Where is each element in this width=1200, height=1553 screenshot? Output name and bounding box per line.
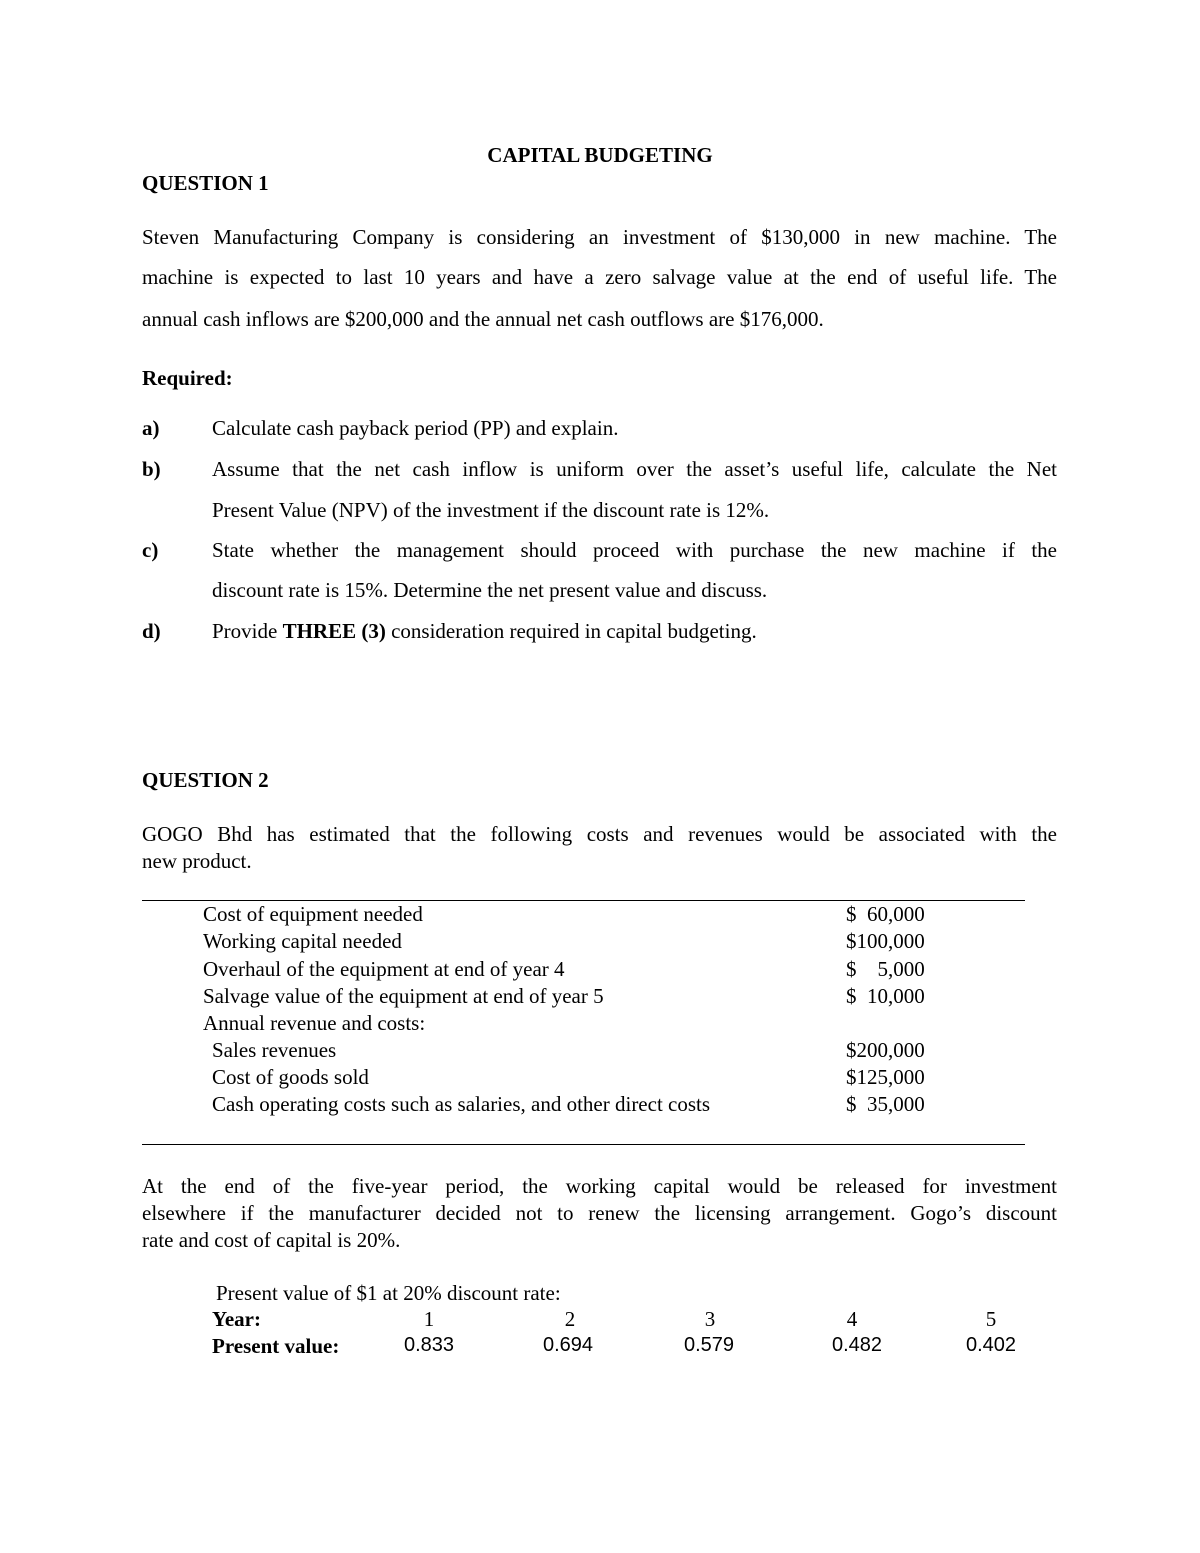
pv-value: 0.402 (965, 1334, 1017, 1356)
pv-year: 2 (564, 1307, 576, 1331)
q1-paragraph-line: machine is expected to last 10 years and have a zero salvage value at the end of useful life. The (142, 265, 1057, 289)
q1-paragraph-line: Steven Manufacturing Company is considering an investment of $130,000 in new machine. The (142, 225, 1057, 249)
table-top-rule (142, 900, 1025, 901)
pv-value: 0.579 (683, 1334, 735, 1356)
cost-label: Overhaul of the equipment at end of year 4 (203, 957, 565, 981)
item-c-text: discount rate is 15%. Determine the net present value and discuss. (212, 578, 768, 602)
cost-value: $100,000 (846, 929, 925, 953)
required-label: Required: (142, 366, 233, 390)
cost-value: $ 35,000 (846, 1092, 925, 1116)
cost-value: $ 60,000 (846, 902, 925, 926)
item-d-text: Provide THREE (3) consideration required in capital budgeting. (212, 619, 757, 643)
item-a-label: a) (142, 416, 160, 440)
q2-closing-line: elsewhere if the manufacturer decided not to renew the licensing arrangement. Gogo’s discount (142, 1201, 1057, 1225)
question-2-heading: QUESTION 2 (142, 768, 269, 792)
pv-year-label: Year: (212, 1307, 261, 1331)
cost-label: Annual revenue and costs: (203, 1011, 426, 1035)
pv-year: 1 (423, 1307, 435, 1331)
item-b-text: Assume that the net cash inflow is uniform over the asset’s useful life, calculate the Net (212, 457, 1057, 481)
pv-value-label: Present value: (212, 1334, 340, 1358)
cost-label: Working capital needed (203, 929, 402, 953)
pv-year: 4 (846, 1307, 858, 1331)
cost-label: Cost of equipment needed (203, 902, 423, 926)
cost-value: $125,000 (846, 1065, 925, 1089)
question-1-heading: QUESTION 1 (142, 171, 269, 195)
pv-value: 0.694 (542, 1334, 594, 1356)
table-bottom-rule (142, 1144, 1025, 1145)
pv-year: 5 (985, 1307, 997, 1331)
cost-value: $ 5,000 (846, 957, 925, 981)
pv-value: 0.833 (403, 1334, 455, 1356)
cost-label: Cash operating costs such as salaries, and other direct costs (212, 1092, 711, 1116)
cost-label: Salvage value of the equipment at end of year 5 (203, 984, 604, 1008)
cost-value: $200,000 (846, 1038, 925, 1062)
pv-value: 0.482 (831, 1334, 883, 1356)
pv-year: 3 (704, 1307, 716, 1331)
document-title: CAPITAL BUDGETING (487, 143, 713, 167)
item-c-text: State whether the management should proceed with purchase the new machine if the (212, 538, 1057, 562)
item-d-label: d) (142, 619, 161, 643)
cost-label: Sales revenues (212, 1038, 337, 1062)
item-d-emphasis: THREE (3) (282, 619, 386, 643)
q2-intro-line: GOGO Bhd has estimated that the following costs and revenues would be associated with the (142, 822, 1057, 846)
pv-table-caption: Present value of $1 at 20% discount rate: (216, 1281, 561, 1305)
item-a-text: Calculate cash payback period (PP) and explain. (212, 416, 619, 440)
item-b-label: b) (142, 457, 161, 481)
cost-label: Cost of goods sold (212, 1065, 369, 1089)
q2-closing-line: At the end of the five-year period, the working capital would be released for investment (142, 1174, 1057, 1198)
q2-closing-line: rate and cost of capital is 20%. (142, 1228, 401, 1252)
q1-paragraph-line: annual cash inflows are $200,000 and the annual net cash outflows are $176,000. (142, 307, 824, 331)
item-c-label: c) (142, 538, 159, 562)
q2-intro-line: new product. (142, 849, 252, 873)
cost-value: $ 10,000 (846, 984, 925, 1008)
item-b-text: Present Value (NPV) of the investment if the discount rate is 12%. (212, 498, 770, 522)
